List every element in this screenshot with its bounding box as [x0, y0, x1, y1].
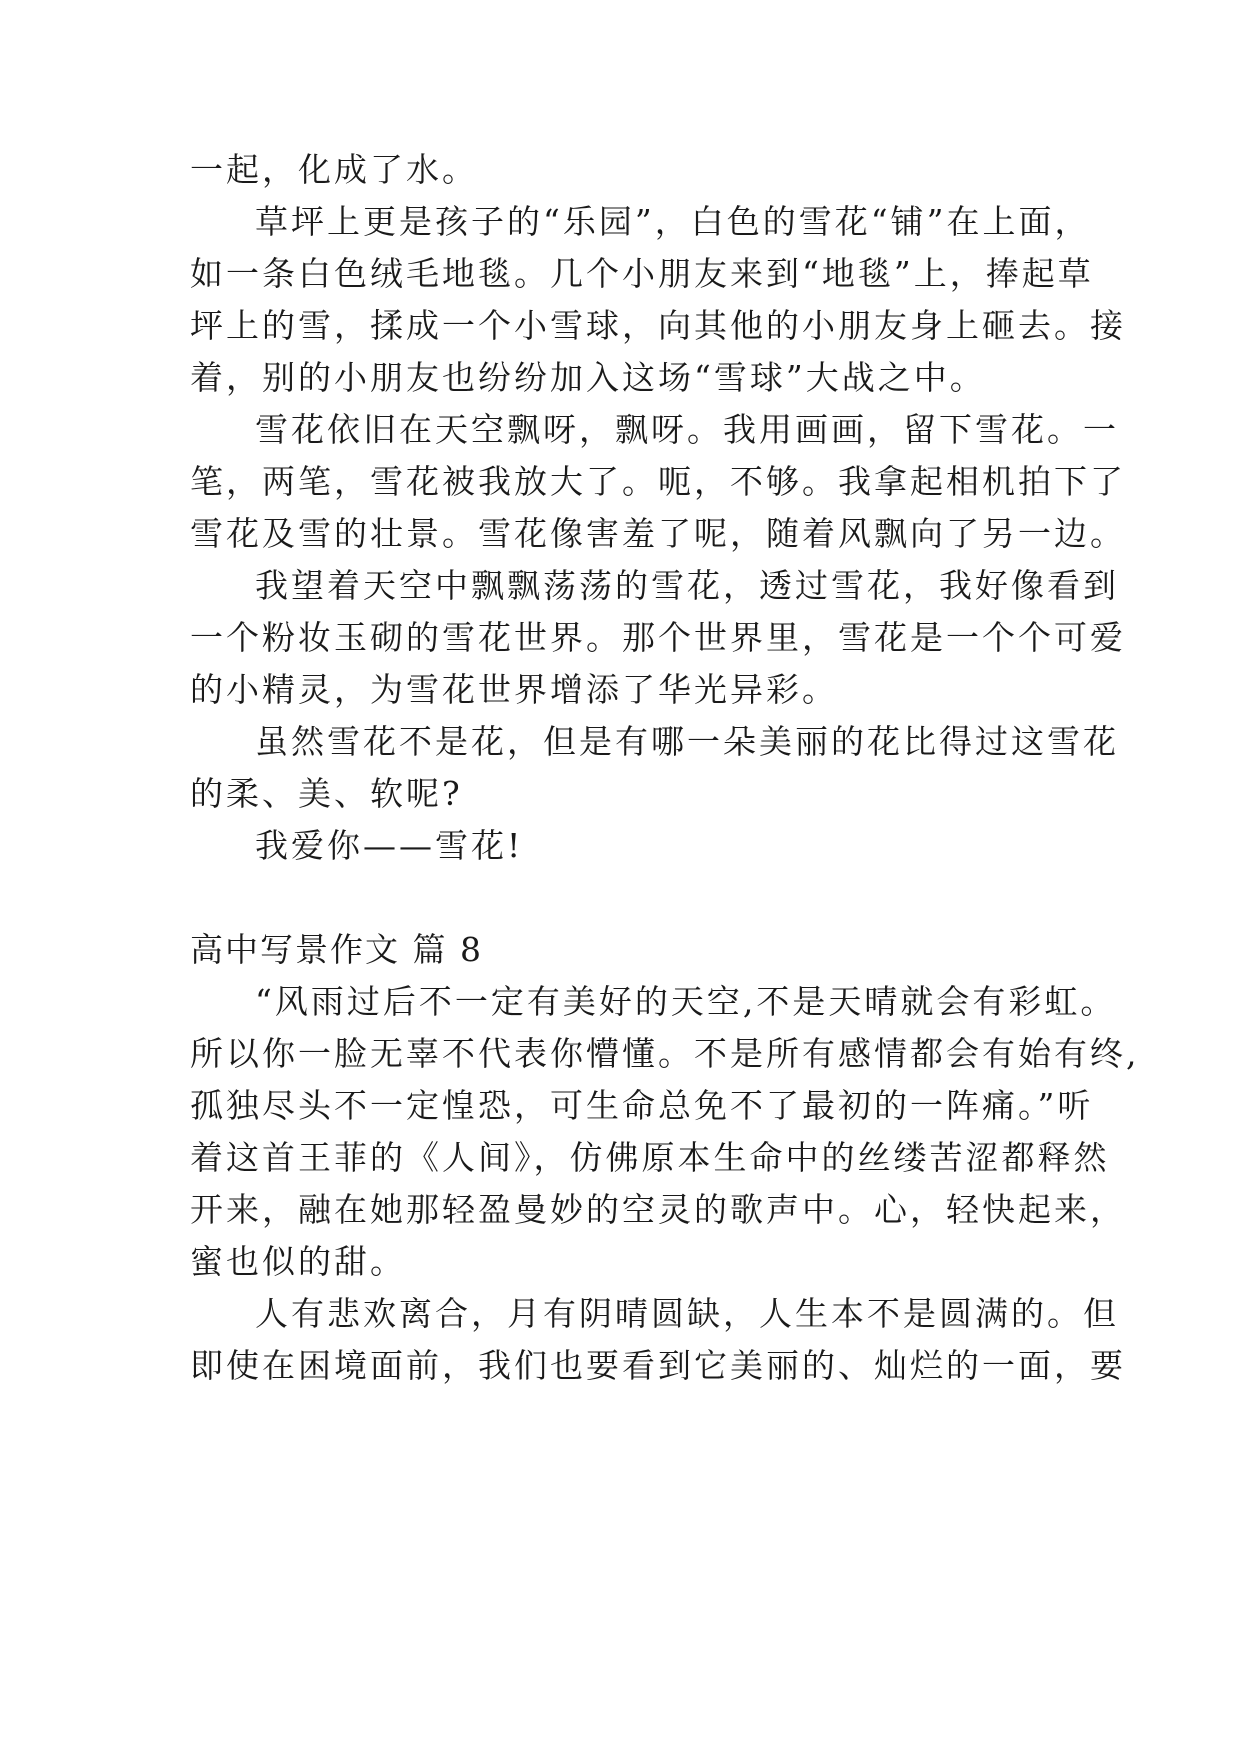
paragraph-start: 虽然雪花不是花，但是有哪一朵美丽的花比得过这雪花 [255, 722, 1119, 761]
paragraph-start: 人有悲欢离合，月有阴晴圆缺，人生本不是圆满的。但 [255, 1294, 1119, 1333]
paragraph-start: 我爱你——雪花! [255, 826, 524, 865]
text-line: 笔，两笔，雪花被我放大了。呃，不够。我拿起相机拍下了 [190, 462, 1126, 501]
paragraph-start: “风雨过后不一定有美好的天空,不是天晴就会有彩虹。 [255, 982, 1117, 1021]
paragraph-start: 雪花依旧在天空飘呀，飘呀。我用画画，留下雪花。一 [255, 410, 1119, 449]
paragraph-start: 草坪上更是孩子的“乐园”，白色的雪花“铺”在上面， [255, 202, 1091, 241]
text-line: 开来，融在她那轻盈曼妙的空灵的歌声中。心，轻快起来， [190, 1190, 1126, 1229]
text-line: 的小精灵，为雪花世界增添了华光异彩。 [190, 670, 838, 709]
text-line: 雪花及雪的壮景。雪花像害羞了呢，随着风飘向了另一边。 [190, 514, 1126, 553]
text-line: 的柔、美、软呢? [190, 774, 463, 813]
text-line: 一个粉妆玉砌的雪花世界。那个世界里，雪花是一个个可爱 [190, 618, 1126, 657]
text-line: 所以你一脸无辜不代表你懵懂。不是所有感情都会有始有终, [190, 1034, 1140, 1073]
text-line: 着，别的小朋友也纷纷加入这场“雪球”大战之中。 [190, 358, 986, 397]
text-line: 如一条白色绒毛地毯。几个小朋友来到“地毯”上，捧起草 [190, 254, 1094, 293]
text-line: 蜜也似的甜。 [190, 1242, 406, 1281]
text-line: 孤独尽头不一定惶恐，可生命总免不了最初的一阵痛。”听 [190, 1086, 1094, 1125]
text-line: 着这首王菲的《人间》，仿佛原本生命中的丝缕苦涩都释然 [190, 1138, 1110, 1177]
section-heading: 高中写景作文 篇 8 [190, 930, 483, 969]
text-line: 一起，化成了水。 [190, 150, 478, 189]
paragraph-start: 我望着天空中飘飘荡荡的雪花，透过雪花，我好像看到 [255, 566, 1119, 605]
text-line: 即使在困境面前，我们也要看到它美丽的、灿烂的一面，要 [190, 1346, 1126, 1385]
text-line: 坪上的雪，揉成一个小雪球，向其他的小朋友身上砸去。接 [190, 306, 1126, 345]
